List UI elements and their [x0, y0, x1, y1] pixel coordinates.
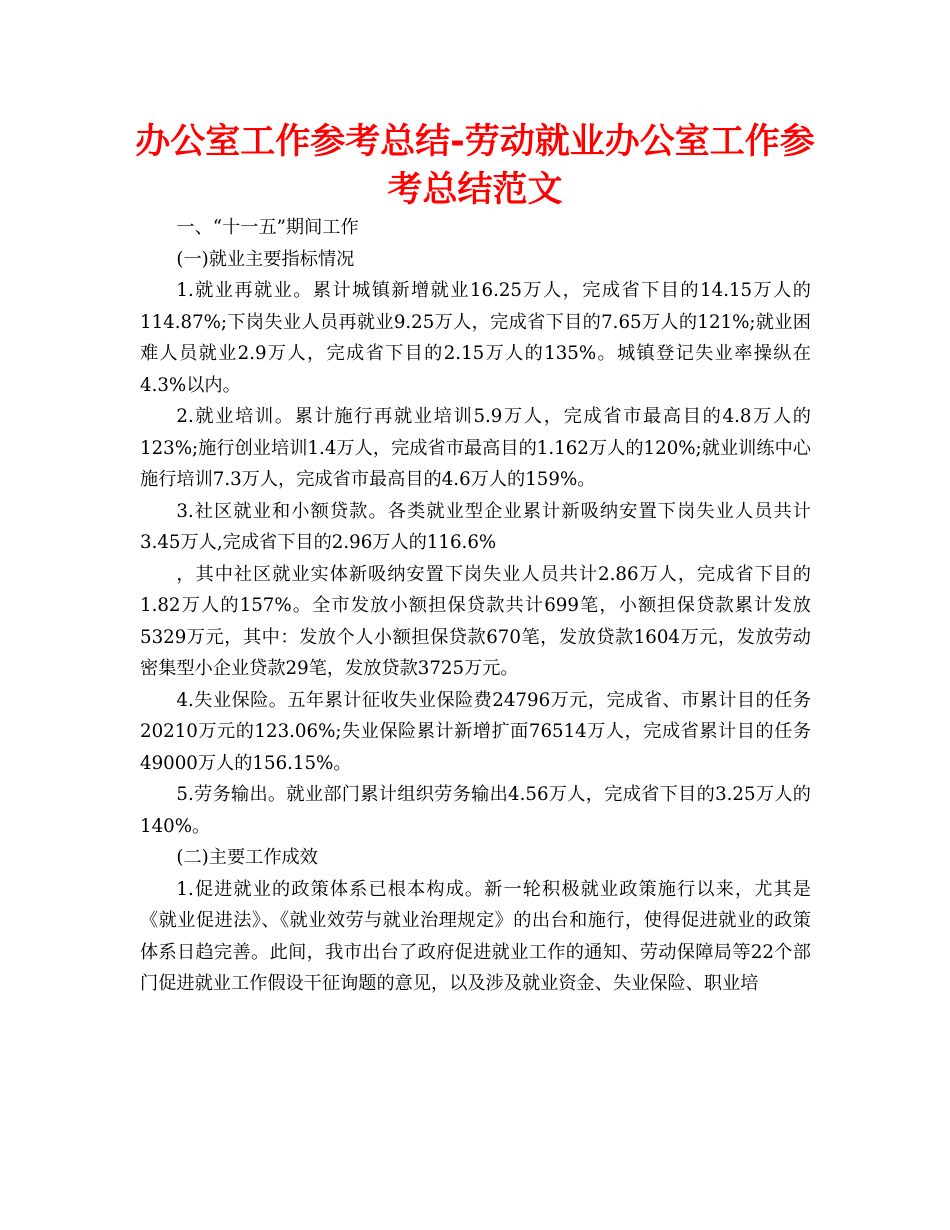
document-body — [140, 212, 811, 1000]
paragraph-community-loans-continued: ，其中社区就业实体新吸纳安置下岗失业人员共计2.86万人，完成省下目的1.82万人的157%。全市发放小额担保贷款共计699笔，小额担保贷款累计发放5329万元，其中：发放个人小额担保贷款670笔，发放贷款1604万元，发放劳动密集型小企业贷款29笔，发放贷款3725万元。 — [140, 563, 811, 679]
paragraph-community-loans: 3.社区就业和小额贷款。各类就业型企业累计新吸纳安置下岗失业人员共计3.45万人,完成省下目的2.96万人的116.6% — [140, 500, 811, 553]
paragraph-labor-export: 5.劳务输出。就业部门累计组织劳务输出4.56万人，完成省下目的3.25万人的140%。 — [140, 784, 811, 837]
subsection-heading-achievements: (二)主要工作成效 — [176, 847, 318, 868]
section-heading-1: 一、“十一五”期间工作 — [176, 217, 359, 238]
subsection-heading-employment-indicators: (一)就业主要指标情况 — [176, 248, 355, 270]
paragraph-policy-system: 1.促进就业的政策体系已根本构成。新一轮积极就业政策施行以来，尤其是《就业促进法》、《就业效劳与就业治理规定》的出台和施行，使得促进就业的政策体系日趋完善。此间，我市出台了政府促进就业工作的通知、劳动保障局等22个部门促进就业工作假设干征询题的意见，以及涉及就业资金、失业保险、职业培 — [140, 878, 811, 994]
paragraph-training: 2.就业培训。累计施行再就业培训5.9万人，完成省市最高目的4.8万人的123%;施行创业培训1.4万人，完成省市最高目的1.162万人的120%;就业训练中心施行培训7.3万人，完成省市最高目的4.6万人的159%。 — [140, 406, 811, 490]
document-title: 办公室工作参考总结-劳动就业办公室工作参考总结范文 — [135, 122, 815, 210]
paragraph-reemployment: 1.就业再就业。累计城镇新增就业16.25万人，完成省下目的14.15万人的114.87%;下岗失业人员再就业9.25万人，完成省下目的7.65万人的121%;就业困难人员就业2.9万人，完成省下目的2.15万人的135%。城镇登记失业率操纵在4.3%以内。 — [140, 280, 811, 396]
paragraph-unemployment-insurance: 4.失业保险。五年累计征收失业保险费24796万元，完成省、市累计目的任务20210万元的123.06%;失业保险累计新增扩面76514万人，完成省累计目的任务49000万人的156.15%。 — [140, 689, 811, 774]
